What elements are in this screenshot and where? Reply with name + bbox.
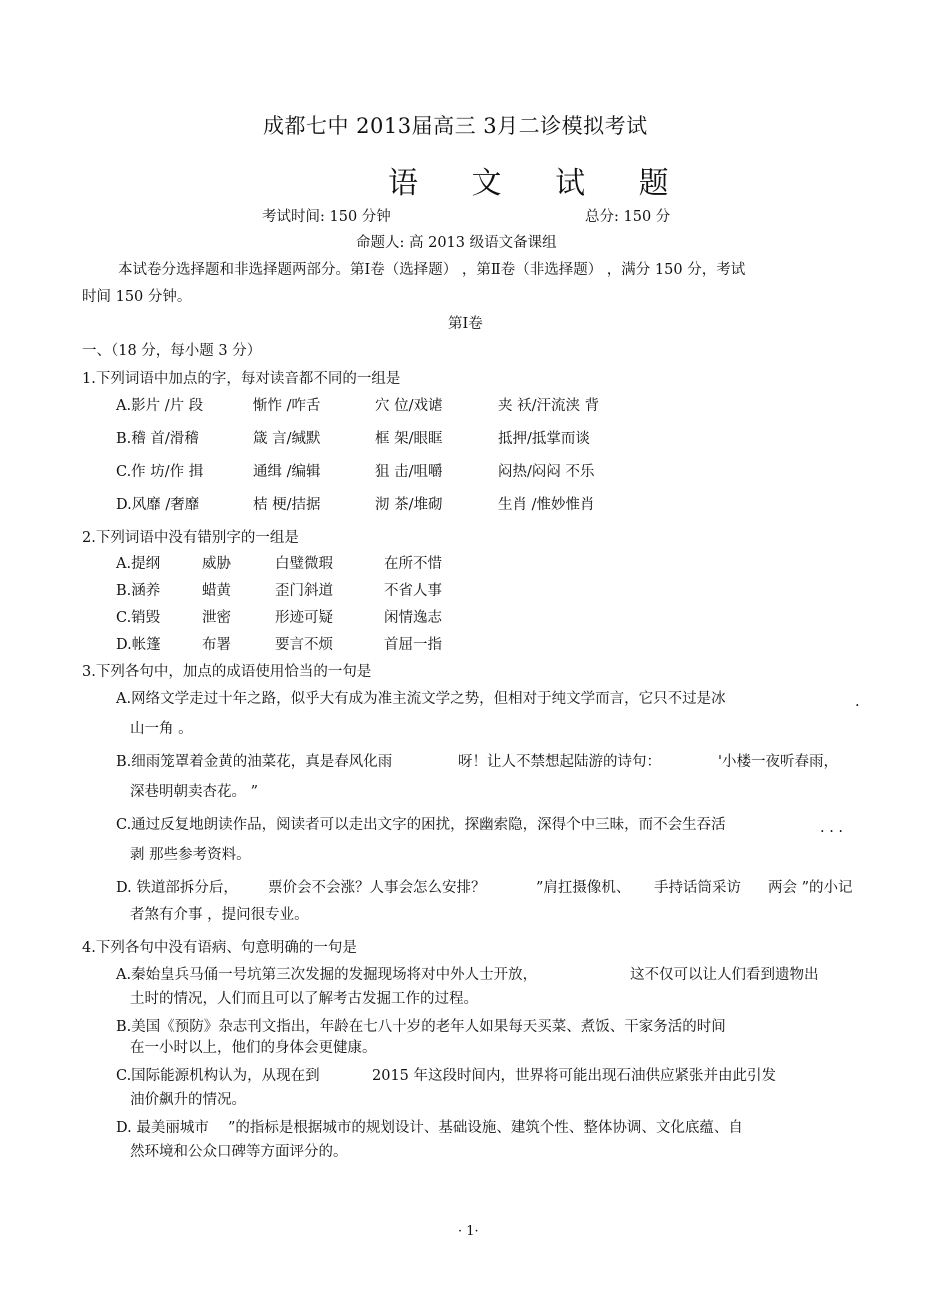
q3-option-a-line-1: A.网络文学走过十年之路，似乎大有成为准主流文学之势，但相对于纯文学而言，它只不过是冰 xyxy=(116,691,726,707)
subject-title: 语 文 试 题 xyxy=(388,166,691,201)
q3-option-d-line-1a: D. 铁道部拆分后， xyxy=(116,880,238,896)
q3-option-c-dots: . . . xyxy=(820,820,844,836)
q2-row-a-col-1: A.提纲 xyxy=(116,556,161,572)
q3-option-c-line-2: 剥 那些参考资料。 xyxy=(130,847,251,863)
q4-option-d-line-1b: ”的指标是根据城市的规划设计、基础设施、建筑个性、整体协调、文化底蕴、自 xyxy=(228,1120,743,1136)
total-score: 总分: 150 分 xyxy=(585,209,671,225)
q4-option-c-line-1b: 2015 年这段时间内，世界将可能出现石油供应紧张并由此引发 xyxy=(372,1068,777,1084)
q2-row-a-col-3: 白璧微瑕 xyxy=(275,556,333,572)
q3-option-d-line-1c: ”肩扛摄像机、 xyxy=(536,880,631,896)
q3-option-b-line-1: B.细雨笼罩着金黄的油菜花，真是春风化雨 xyxy=(116,754,393,770)
q2-row-b-col-2: 蜡黄 xyxy=(202,583,231,599)
q3-option-a-line-2: 山一角 。 xyxy=(130,721,193,737)
q3-option-d-line-2: 者煞有介事 ，提问很专业。 xyxy=(130,907,309,923)
q1-row-b-col-1: B.稽 首/滑稽 xyxy=(116,431,199,447)
volume-heading: 第Ⅰ卷 xyxy=(448,316,483,332)
intro-line-2: 时间 150 分钟。 xyxy=(82,289,192,305)
q3-option-d-line-1e: 两会 ”的小记 xyxy=(768,880,853,896)
q2-row-c-col-3: 形迹可疑 xyxy=(275,610,333,626)
q2-row-a-col-4: 在所不惜 xyxy=(384,556,442,572)
q2-row-b-col-4: 不省人事 xyxy=(384,583,442,599)
exam-author: 命题人: 高 2013 级语文备课组 xyxy=(356,235,557,251)
q1-row-c-col-1: C.作 坊/作 揖 xyxy=(116,464,204,480)
intro-line-1: 本试卷分选择题和非选择题两部分。第Ⅰ卷（选择题） ，第Ⅱ卷（非选择题） ，满分 150 分，考试 xyxy=(118,262,746,278)
q1-row-a-col-3: 穴 位/戏谑 xyxy=(375,398,443,414)
q2-row-c-col-1: C.销毁 xyxy=(116,610,161,626)
q4-option-a-line-2: 土时的情况，人们而且可以了解考古发掘工作的过程。 xyxy=(130,991,478,1007)
q2-row-d-col-1: D.帐篷 xyxy=(116,637,161,653)
q4-option-c-line-2: 油价飙升的情况。 xyxy=(130,1092,246,1108)
q2-row-c-col-4: 闲情逸志 xyxy=(384,610,442,626)
q4-option-a-line-1: A.秦始皇兵马俑一号坑第三次发掘的发掘现场将对中外人士开放， xyxy=(116,967,538,983)
q2-row-a-col-2: 威胁 xyxy=(202,556,231,572)
q3-option-b-line-1b: 呀！让人不禁想起陆游的诗句： xyxy=(458,754,661,770)
q4-option-a-line-1b: 这不仅可以让人们看到遗物出 xyxy=(630,967,819,983)
q1-row-a-col-2: 惭怍 /咋舌 xyxy=(253,398,321,414)
q3-stem: 3.下列各句中，加点的成语使用恰当的一句是 xyxy=(82,664,372,680)
q1-row-b-col-3: 框 架/眼眶 xyxy=(375,431,443,447)
part-heading: 一、（18 分，每小题 3 分） xyxy=(82,343,262,359)
q4-option-d-line-2: 然环境和公众口碑等方面评分的。 xyxy=(130,1144,348,1160)
page-number: · 1· xyxy=(458,1224,479,1239)
q3-option-b-line-2: 深巷明朝卖杏花。 ” xyxy=(130,784,259,800)
q1-row-b-col-2: 箴 言/缄默 xyxy=(253,431,321,447)
q1-row-c-col-4: 闷热/闷闷 不乐 xyxy=(498,464,595,480)
q1-row-c-col-3: 狙 击/咀嚼 xyxy=(375,464,443,480)
q1-row-b-col-4: 抵押/抵掌而谈 xyxy=(498,431,590,447)
q2-row-b-col-1: B.涵养 xyxy=(116,583,161,599)
q1-row-d-col-4: 生肖 /惟妙惟肖 xyxy=(498,497,595,513)
q2-row-c-col-2: 泄密 xyxy=(202,610,231,626)
q1-row-d-col-2: 桔 梗/拮据 xyxy=(253,497,321,513)
q3-option-c-line-1: C.通过反复地朗读作品，阅读者可以走出文字的困扰，探幽索隐，深得个中三昧，而不会生吞活 xyxy=(116,817,726,833)
q1-row-c-col-2: 通缉 /编辑 xyxy=(253,464,321,480)
q3-option-d-line-1b: 票价会不会涨？人事会怎么安排？ xyxy=(268,880,486,896)
q4-option-d-line-1a: D. 最美丽城市 xyxy=(116,1120,209,1136)
q2-row-d-col-4: 首屈一指 xyxy=(384,637,442,653)
q4-option-c-line-1a: C.国际能源机构认为，从现在到 xyxy=(116,1068,320,1084)
q1-stem: 1.下列词语中加点的字，每对读音都不同的一组是 xyxy=(82,371,401,387)
q3-option-d-line-1d: 手持话筒采访 xyxy=(654,880,741,896)
q1-row-d-col-3: 沏 茶/堆砌 xyxy=(375,497,443,513)
q2-row-b-col-3: 歪门斜道 xyxy=(275,583,333,599)
q1-row-a-col-1: A.影片 /片 段 xyxy=(116,398,204,414)
exam-time: 考试时间: 150 分钟 xyxy=(262,209,391,225)
exam-title: 成都七中 2013届高三 3月二诊模拟考试 xyxy=(263,114,648,138)
q1-row-d-col-1: D.风靡 /奢靡 xyxy=(116,497,200,513)
q4-option-b-line-1: B.美国《预防》杂志刊文指出，年龄在七八十岁的老年人如果每天买菜、煮饭、干家务活的时间 xyxy=(116,1019,726,1035)
q1-row-a-col-4: 夹 袄/汗流浃 背 xyxy=(498,398,600,414)
q2-row-d-col-3: 要言不烦 xyxy=(275,637,333,653)
q2-row-d-col-2: 布署 xyxy=(202,637,231,653)
q3-option-b-line-1c: '小楼一夜听春雨， xyxy=(718,754,838,770)
q4-stem: 4.下列各句中没有语病、句意明确的一句是 xyxy=(82,940,357,956)
q3-option-a-dot: . xyxy=(855,694,860,710)
q2-stem: 2.下列词语中没有错别字的一组是 xyxy=(82,530,299,546)
q4-option-b-line-2: 在一小时以上，他们的身体会更健康。 xyxy=(130,1040,377,1056)
